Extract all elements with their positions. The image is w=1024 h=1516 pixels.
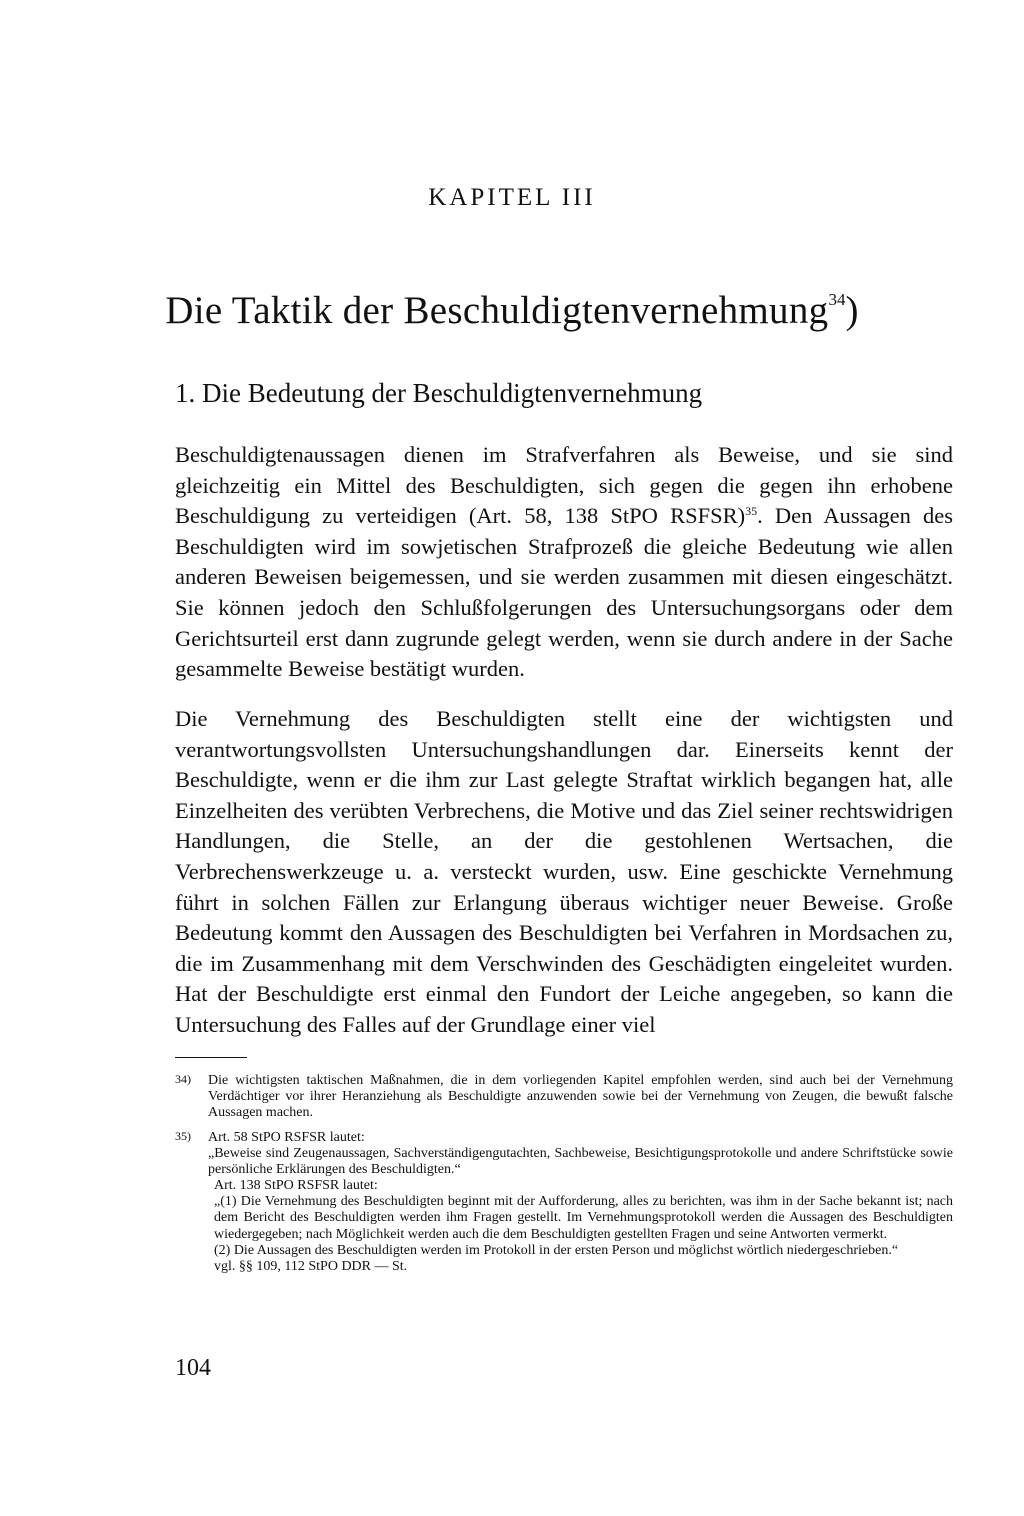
footnote-divider <box>175 1057 247 1058</box>
footnote-quote: „Beweise sind Zeugenaussagen, Sachverständigengutachten, Sachbeweise, Besichtigungsprotokolle und andere Schriftstücke sowie persönliche Erklärungen des Beschuldigten.“ <box>208 1146 953 1178</box>
page-number: 104 <box>175 1355 211 1381</box>
footnote-quote: „(1) Die Vernehmung des Beschuldigten beginnt mit der Aufforderung, alles zu berichten, was ihm in der Sache bekannt ist; nach dem Bericht des Beschuldigten werden ihm Fragen gestellt. Im Vernehmungsprotokoll werden die Aussagen des Beschuldigten wiedergegeben; nach Möglichkeit werden auch die dem Beschuldigten gestellten Fragen und seine Antworten vermerkt. <box>214 1194 953 1242</box>
chapter-title <box>0 288 1024 333</box>
footnote-number: 35) <box>175 1129 191 1143</box>
footnote-35 <box>175 1130 953 1275</box>
section-title: 1. Die Bedeutung der Beschuldigtenvernehmung <box>175 378 703 408</box>
footnote-ref-34: 34 <box>828 290 846 309</box>
chapter-title-paren: ) <box>845 289 859 332</box>
footnote-line: vgl. §§ 109, 112 StPO DDR — St. <box>214 1258 408 1274</box>
chapter-title-text: Die Taktik der Beschuldigtenvernehmung <box>165 289 829 332</box>
paragraph-1-text: Beschuldigtenaussagen dienen im Strafverfahren als Beweise, und sie sind gleichzeitig ein Mittel des Beschuldigten, sich gegen die gegen ihn erhobene Beschuldigung zu verteidigen (Art. 58, 138 StPO RSFSR) <box>175 442 953 529</box>
paragraph-1-continuation: . Den Aussagen des Beschuldigten wird im sowjetischen Strafprozeß die gleiche Bedeutung wie allen anderen Beweisen beigemessen, und sie werden zusammen mit diesen eingeschätzt. Sie können jedoch den Schlußfolgerungen des Untersuchungsorgans oder dem Gerichtsurteil erst dann zugrunde gelegt werden, wenn sie durch andere in der Sache gesammelte Beweise bestätigt wurden. <box>175 503 953 682</box>
footnote-text: Die wichtigsten taktischen Maßnahmen, die in dem vorliegenden Kapitel empfohlen werden, sind auch bei der Vernehmung Verdächtiger vor ihrer Heranziehung als Beschuldigte anzuwenden sowie bei der Vernehmung von Zeugen, die bewußt falsche Aussagen machen. <box>208 1073 953 1121</box>
chapter-label: KAPITEL III <box>428 184 596 211</box>
footnote-quote: (2) Die Aussagen des Beschuldigten werden im Protokoll in der ersten Person und möglichst wörtlich niedergeschrieben.“ <box>214 1242 899 1258</box>
footnote-line: Art. 138 StPO RSFSR lautet: <box>214 1178 378 1194</box>
footnote-ref-35: 35 <box>745 504 758 519</box>
body-paragraph-1 <box>175 440 953 685</box>
body-paragraph-2: Die Vernehmung des Beschuldigten stellt eine der wichtigsten und verantwortungsvollsten Untersuchungshandlungen dar. Einerseits kennt der Beschuldigte, wenn er die ihm zur Last gelegte Straftat wirklich begangen hat, alle Einzelheiten des verübten Verbrechens, die Motive und das Ziel seiner rechtswidrigen Handlungen, die Stelle, an der die gestohlenen Wertsachen, die Verbrechenswerkzeuge u. a. versteckt wurden, usw. Eine geschickte Vernehmung führt in solchen Fällen zur Erlangung überaus wichtiger neuer Beweise. Große Bedeutung kommt den Aussagen des Beschuldigten bei Verfahren in Mordsachen zu, die im Zusammenhang mit dem Verschwinden des Geschädigten eingeleitet wurden. Hat der Beschuldigte erst einmal den Fundort der Leiche angegeben, so kann die Untersuchung des Falles auf der Grundlage einer viel <box>175 706 953 1037</box>
footnote-34 <box>175 1073 953 1121</box>
footnote-line: Art. 58 StPO RSFSR lautet: <box>208 1130 365 1145</box>
footnote-number: 34) <box>175 1072 191 1086</box>
